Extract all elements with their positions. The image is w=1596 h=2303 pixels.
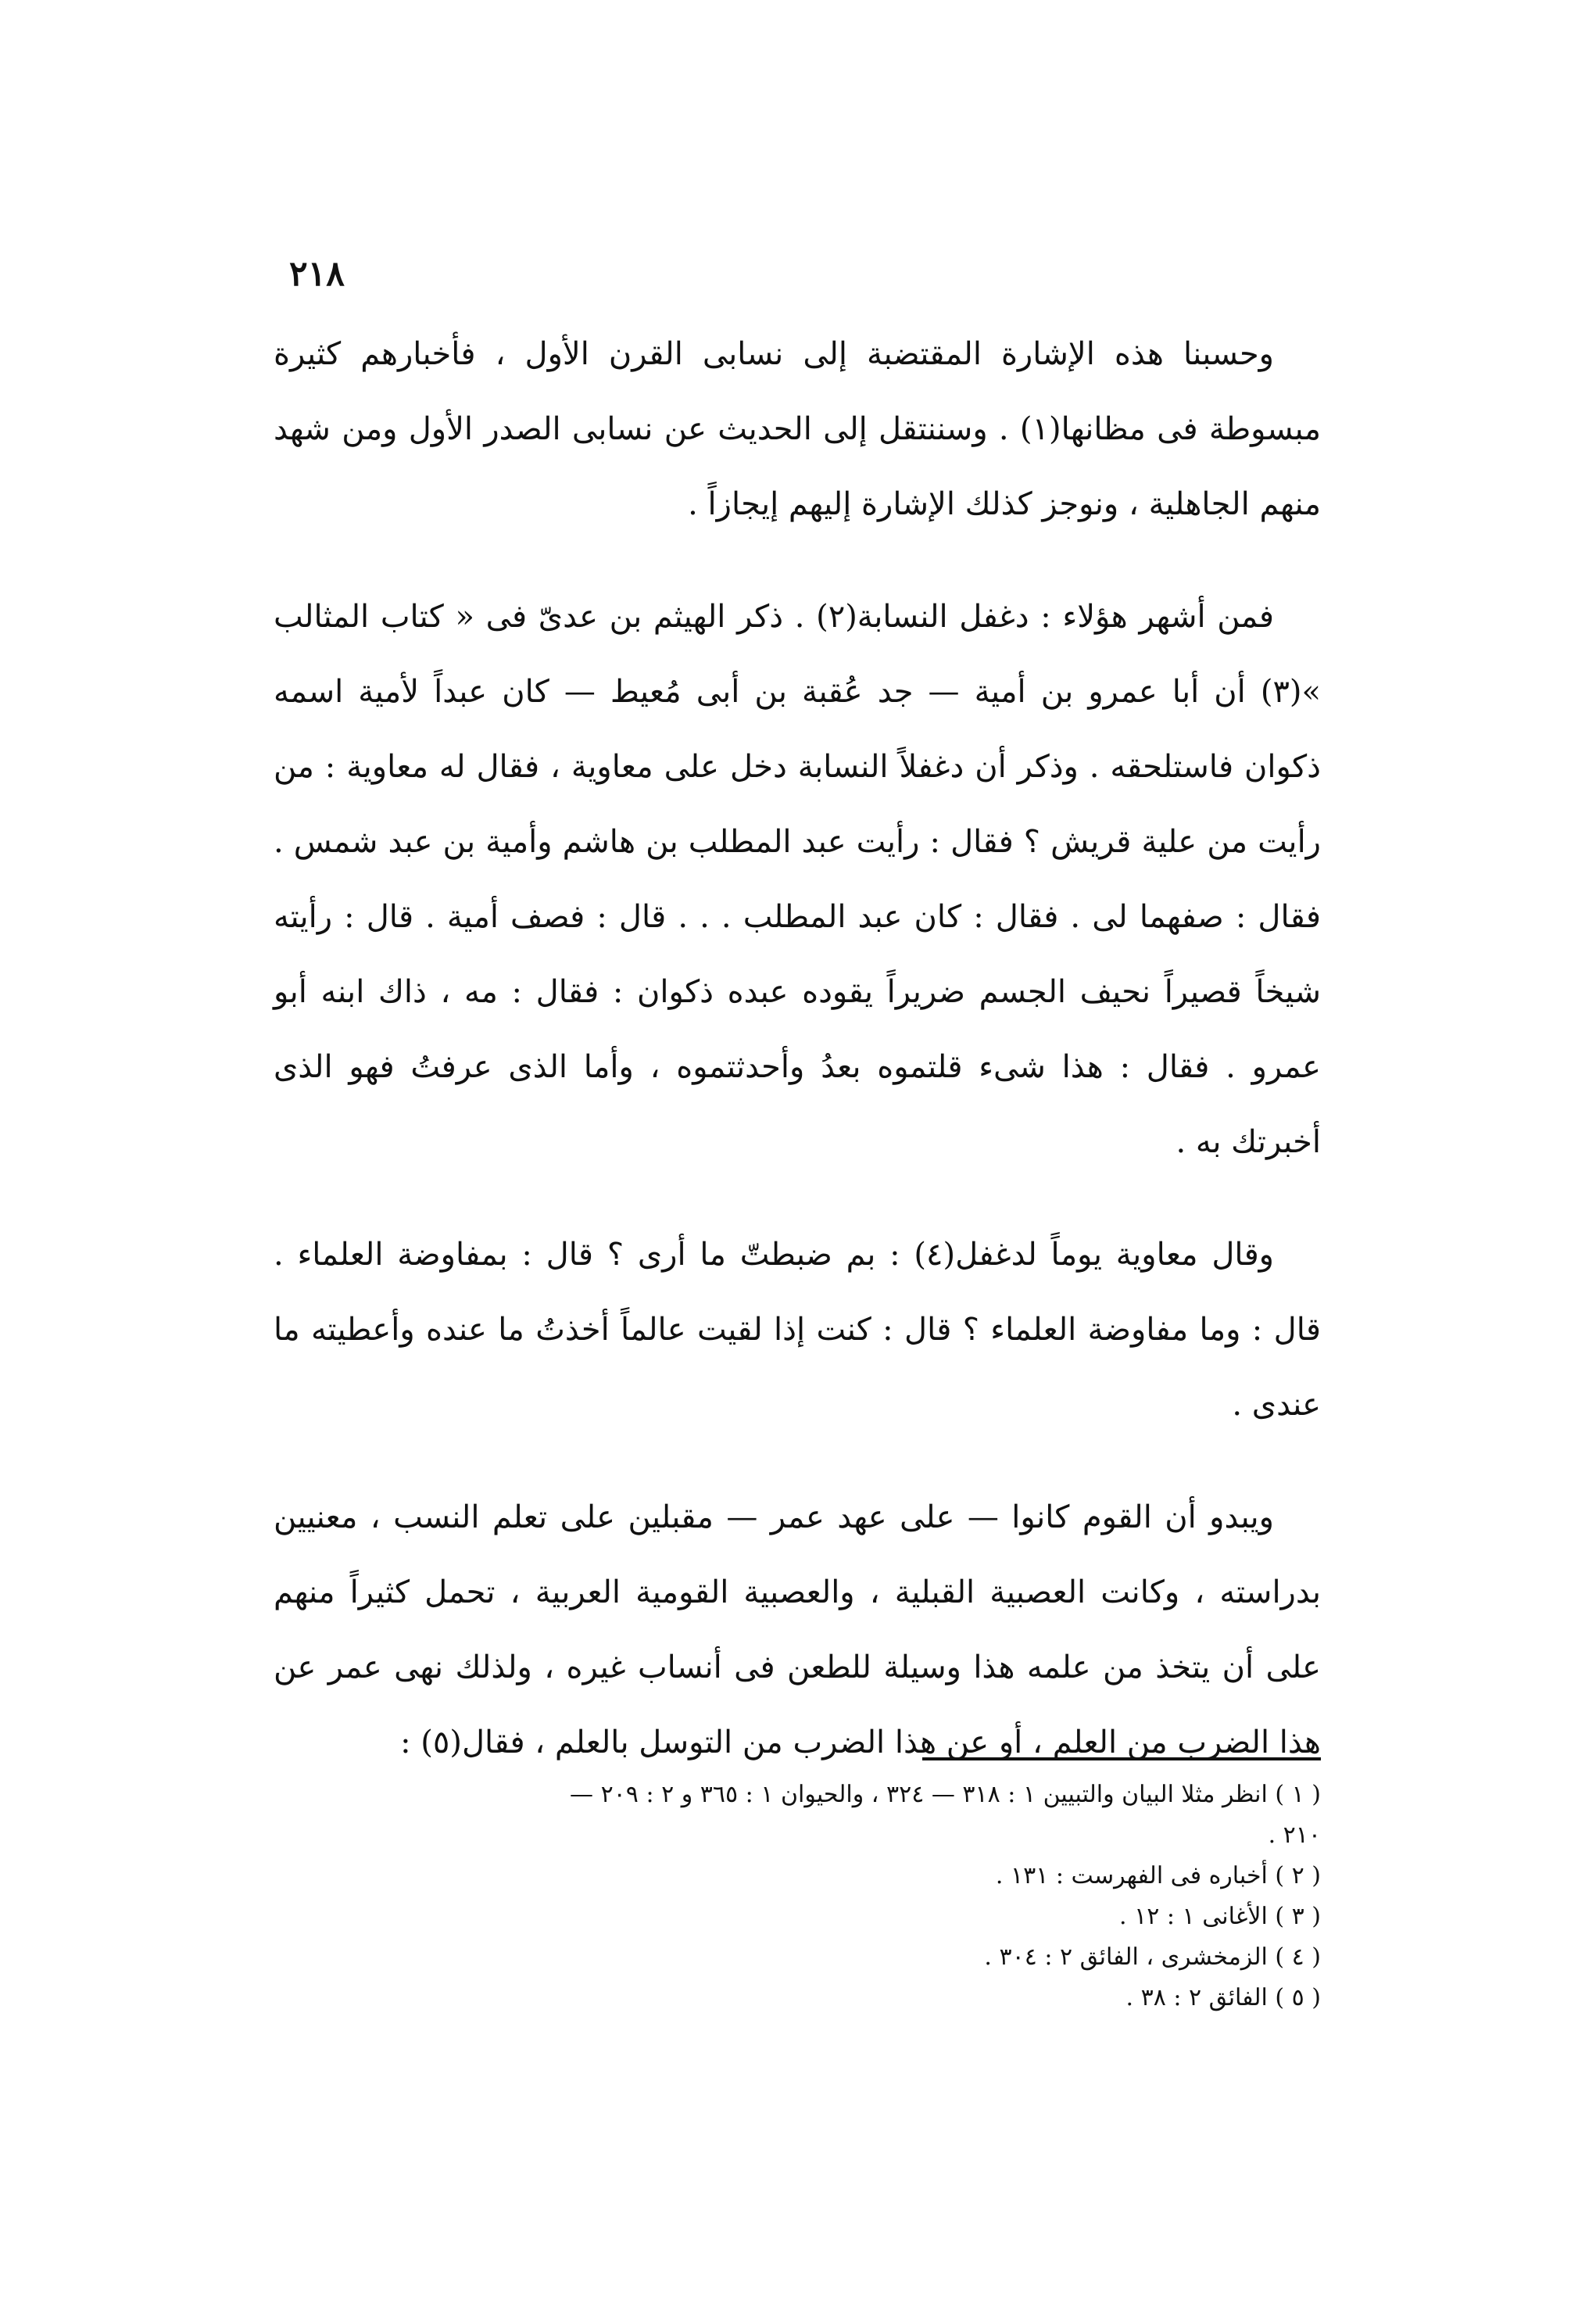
footnote-2: ( ٢ ) أخباره فى الفهرست : ١٣١ . — [995, 1862, 1321, 1889]
footnote-1: ( ١ ) انظر مثلا البيان والتبيين ١ : ٣١٨ — ٣٢٤ ، والحيوان ١ : ٣٦٥ و ٢ : ٢٠٩ — — [570, 1781, 1321, 1808]
footnote-5: ( ٥ ) الفائق ٢ : ٣٨ . — [1125, 1984, 1321, 2011]
paragraph: وقال معاوية يوماً لدغفل(٤) : بم ضبطتّ ما أرى ؟ قال : بمفاوضة العلماء . قال : وما مفاوضة العلماء ؟ قال : كنت إذا لقيت عالماً أخذتُ ما عنده وأعطيته ما عندى . — [274, 1237, 1321, 1423]
paragraph: فمن أشهر هؤلاء : دغفل النسابة(٢) . ذكر الهيثم بن عدىّ فى « كتاب المثالب »(٣) أن أبا عمرو بن أمية — جد عُقبة بن أبى مُعيط — كان عبداً لأمية اسمه ذكوان فاستلحقه . وذكر أن دغفلاً النسابة دخل على معاوية ، فقال له معاوية : من رأيت من علية قريش ؟ فقال : رأيت عبد المطلب بن هاشم وأمية بن عبد شمس . فقال : صفهما لى . فقال : كان عبد المطلب . . . قال : فصف أمية . قال : رأيته شيخاً قصيراً نحيف الجسم ضريراً يقوده عبده ذكوان : فقال : مه ، ذاك ابنه أبو عمرو . فقال : هذا شىء قلتموه بعدُ وأحدثتموه ، وأما الذى عرفتُ فهو الذى أخبرتك به . — [274, 599, 1321, 1160]
footnote-divider — [922, 1757, 1321, 1760]
main-text — [274, 317, 1321, 1780]
paragraph: ويبدو أن القوم كانوا — على عهد عمر — مقبلين على تعلم النسب ، معنيين بدراسته ، وكانت العصبية القبلية ، والعصبية القومية العربية ، تحمل كثيراً منهم على أن يتخذ من علمه هذا وسيلة للطعن فى أنساب غيره ، ولذلك نهى عمر عن هذا الضرب من العلم ، أو عن هذا الضرب من التوسل بالعلم ، فقال(٥) : — [274, 1499, 1321, 1760]
footnote-4: ( ٤ ) الزمخشرى ، الفائق ٢ : ٣٠٤ . — [984, 1943, 1321, 1971]
paragraph: وحسبنا هذه الإشارة المقتضبة إلى نسابى القرن الأول ، فأخبارهم كثيرة مبسوطة فى مظانها(١) . وسننتقل إلى الحديث عن نسابى الصدر الأول ومن شهد منهم الجاهلية ، ونوجز كذلك الإشارة إليهم إيجازاً . — [274, 336, 1321, 522]
footnote-1-continuation: ٢١٠ . — [1268, 1821, 1321, 1849]
page-number: ٢١٨ — [289, 254, 345, 294]
footnotes — [242, 1775, 1321, 2018]
footnote-3: ( ٣ ) الأغانى ١ : ١٢ . — [1119, 1903, 1321, 1930]
